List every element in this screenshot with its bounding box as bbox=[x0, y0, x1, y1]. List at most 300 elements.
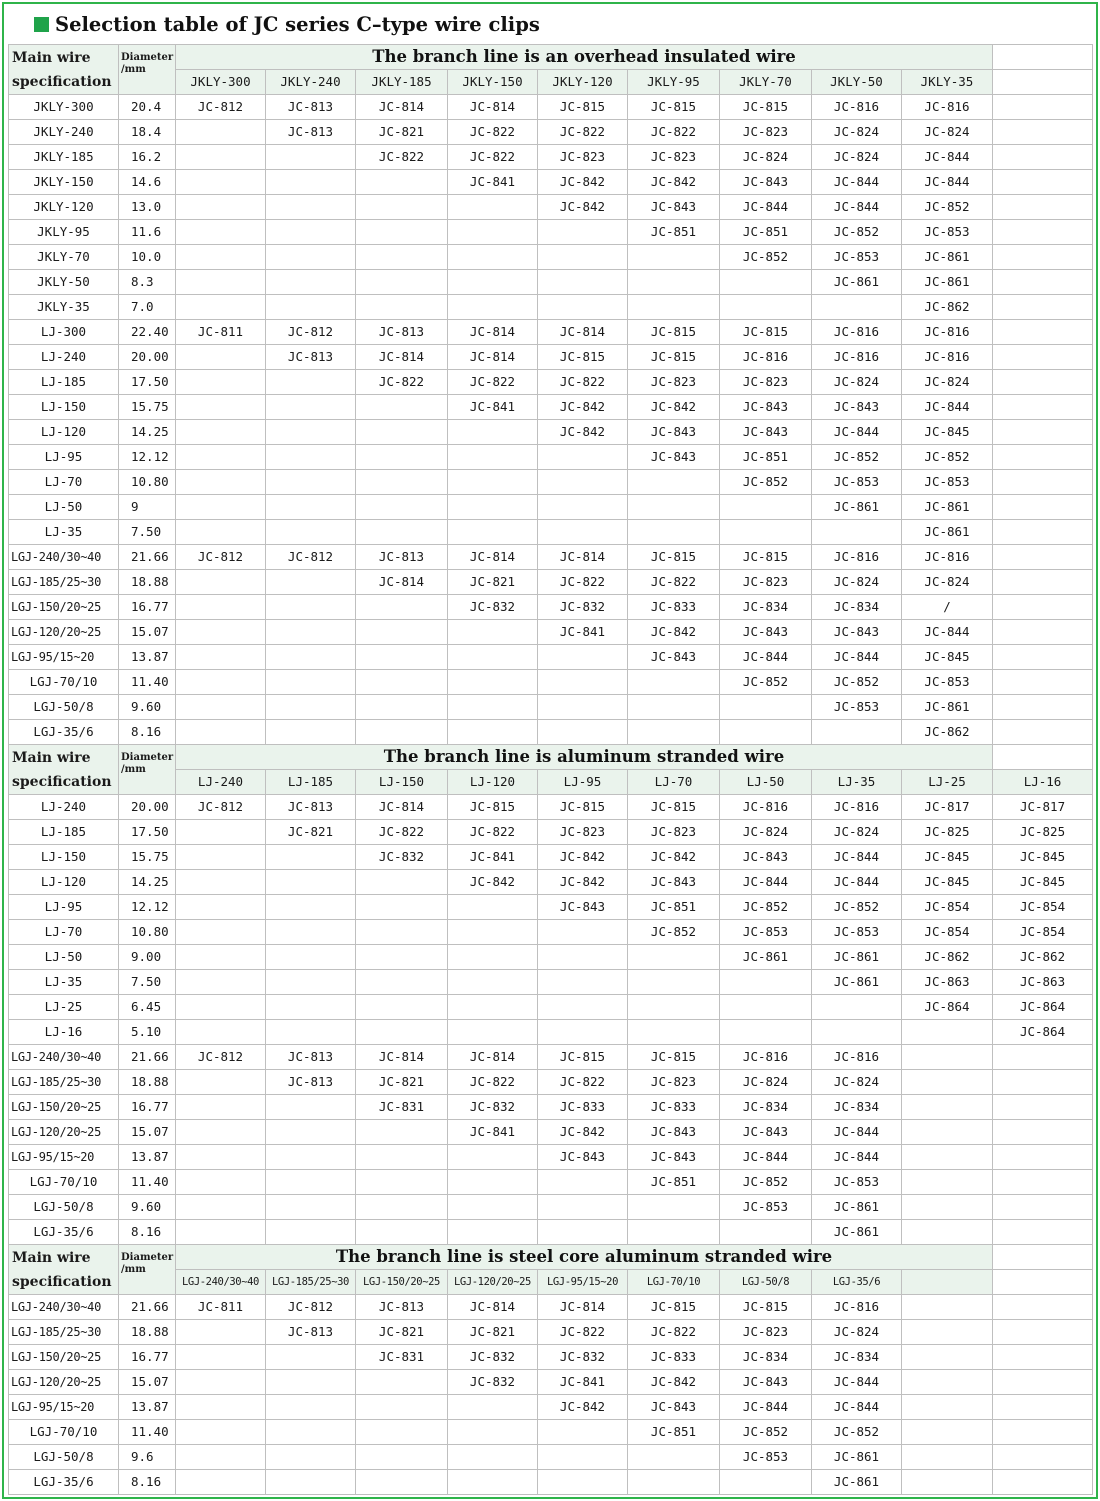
clip-model-cell: JC-824 bbox=[902, 370, 993, 395]
clip-model-cell bbox=[356, 245, 448, 270]
clip-model-cell bbox=[176, 620, 266, 645]
clip-model-cell: JC-811 bbox=[176, 320, 266, 345]
row-diameter: 13.87 bbox=[119, 1395, 176, 1420]
clip-model-cell: JC-854 bbox=[993, 895, 1093, 920]
clip-model-cell bbox=[993, 220, 1093, 245]
clip-model-cell bbox=[993, 720, 1093, 745]
row-spec: LGJ-150/20~25 bbox=[9, 1345, 119, 1370]
row-spec: LJ-240 bbox=[9, 795, 119, 820]
clip-model-cell bbox=[356, 945, 448, 970]
section-title: The branch line is aluminum stranded wire bbox=[176, 745, 993, 770]
clip-model-cell bbox=[538, 470, 628, 495]
clip-model-cell bbox=[993, 645, 1093, 670]
clip-model-cell: JC-844 bbox=[812, 420, 902, 445]
clip-model-cell bbox=[266, 1020, 356, 1045]
clip-model-cell bbox=[448, 1395, 538, 1420]
clip-model-cell: JC-853 bbox=[902, 220, 993, 245]
clip-model-cell: JC-824 bbox=[812, 145, 902, 170]
clip-model-cell bbox=[993, 420, 1093, 445]
clip-model-cell bbox=[176, 720, 266, 745]
clip-model-cell bbox=[720, 1020, 812, 1045]
clip-model-cell bbox=[176, 1095, 266, 1120]
header-filler bbox=[993, 45, 1093, 70]
row-diameter: 8.16 bbox=[119, 720, 176, 745]
column-header: LJ-25 bbox=[902, 770, 993, 795]
clip-model-cell bbox=[902, 1220, 993, 1245]
clip-model-cell: JC-854 bbox=[993, 920, 1093, 945]
clip-model-cell: JC-852 bbox=[720, 245, 812, 270]
clip-model-cell: JC-853 bbox=[902, 470, 993, 495]
clip-model-cell: JC-824 bbox=[812, 1320, 902, 1345]
clip-model-cell bbox=[993, 1070, 1093, 1095]
clip-model-cell bbox=[356, 1170, 448, 1195]
row-spec: LGJ-70/10 bbox=[9, 670, 119, 695]
clip-model-cell: JC-834 bbox=[720, 1345, 812, 1370]
clip-model-cell: JC-834 bbox=[720, 1095, 812, 1120]
row-spec: JKLY-70 bbox=[9, 245, 119, 270]
clip-model-cell: JC-815 bbox=[538, 1045, 628, 1070]
clip-model-cell: JC-843 bbox=[628, 870, 720, 895]
clip-model-cell bbox=[902, 1320, 993, 1345]
clip-model-cell: JC-814 bbox=[448, 545, 538, 570]
clip-model-cell bbox=[356, 1195, 448, 1220]
clip-model-cell: JC-851 bbox=[628, 895, 720, 920]
section-header-row bbox=[9, 745, 1093, 770]
clip-model-cell: JC-853 bbox=[902, 670, 993, 695]
row-diameter: 18.4 bbox=[119, 120, 176, 145]
column-header bbox=[993, 70, 1093, 95]
clip-model-cell bbox=[266, 995, 356, 1020]
clip-model-cell bbox=[266, 720, 356, 745]
row-spec: JKLY-150 bbox=[9, 170, 119, 195]
row-spec: LGJ-185/25~30 bbox=[9, 570, 119, 595]
clip-model-cell bbox=[356, 1420, 448, 1445]
clip-model-cell: JC-864 bbox=[993, 995, 1093, 1020]
clip-model-cell: JC-842 bbox=[538, 1120, 628, 1145]
table-row bbox=[9, 920, 1093, 945]
clip-model-cell: JC-811 bbox=[176, 1295, 266, 1320]
row-spec: JKLY-95 bbox=[9, 220, 119, 245]
clip-model-cell bbox=[628, 1020, 720, 1045]
column-header: LGJ-185/25~30 bbox=[266, 1270, 356, 1295]
clip-model-cell bbox=[448, 470, 538, 495]
clip-model-cell bbox=[356, 1395, 448, 1420]
clip-model-cell bbox=[902, 1045, 993, 1070]
clip-model-cell: JC-843 bbox=[720, 620, 812, 645]
clip-model-cell: JC-821 bbox=[448, 1320, 538, 1345]
clip-model-cell: JC-815 bbox=[628, 1295, 720, 1320]
clip-model-cell: JC-861 bbox=[902, 520, 993, 545]
clip-model-cell bbox=[812, 995, 902, 1020]
clip-model-cell bbox=[176, 1145, 266, 1170]
clip-model-cell: JC-844 bbox=[720, 645, 812, 670]
clip-model-cell bbox=[720, 495, 812, 520]
clip-model-cell: JC-825 bbox=[902, 820, 993, 845]
clip-model-cell: JC-813 bbox=[266, 1320, 356, 1345]
clip-model-cell: JC-816 bbox=[902, 345, 993, 370]
table-row bbox=[9, 645, 1093, 670]
clip-model-cell: JC-823 bbox=[720, 370, 812, 395]
clip-model-cell bbox=[628, 1445, 720, 1470]
clip-model-cell: JC-852 bbox=[628, 920, 720, 945]
clip-model-cell: JC-824 bbox=[812, 370, 902, 395]
row-diameter: 12.12 bbox=[119, 895, 176, 920]
page-frame bbox=[2, 2, 1098, 1499]
clip-model-cell bbox=[176, 595, 266, 620]
clip-model-cell: JC-845 bbox=[902, 420, 993, 445]
clip-model-cell: JC-843 bbox=[720, 420, 812, 445]
row-diameter: 9 bbox=[119, 495, 176, 520]
row-diameter: 12.12 bbox=[119, 445, 176, 470]
clip-model-cell: JC-862 bbox=[902, 720, 993, 745]
clip-model-cell: JC-843 bbox=[720, 1370, 812, 1395]
clip-model-cell: JC-814 bbox=[356, 570, 448, 595]
row-diameter: 7.0 bbox=[119, 295, 176, 320]
clip-model-cell: JC-862 bbox=[993, 945, 1093, 970]
clip-model-cell: JC-845 bbox=[902, 645, 993, 670]
clip-model-cell: JC-844 bbox=[720, 870, 812, 895]
clip-model-cell: JC-812 bbox=[266, 545, 356, 570]
clip-model-cell bbox=[266, 1120, 356, 1145]
table-row bbox=[9, 470, 1093, 495]
clip-model-cell: JC-814 bbox=[448, 1045, 538, 1070]
table-row bbox=[9, 1095, 1093, 1120]
clip-model-cell: JC-843 bbox=[628, 445, 720, 470]
clip-model-cell bbox=[356, 470, 448, 495]
page-title: Selection table of JC series C–type wire clips bbox=[55, 12, 540, 36]
column-header: LJ-35 bbox=[812, 770, 902, 795]
table-row bbox=[9, 1445, 1093, 1470]
clip-model-cell: JC-813 bbox=[266, 1070, 356, 1095]
clip-model-cell: JC-843 bbox=[628, 1145, 720, 1170]
clip-model-cell: JC-851 bbox=[628, 1170, 720, 1195]
clip-model-cell: JC-822 bbox=[538, 120, 628, 145]
clip-model-cell: JC-833 bbox=[628, 1345, 720, 1370]
table-row bbox=[9, 970, 1093, 995]
row-spec: LGJ-70/10 bbox=[9, 1170, 119, 1195]
clip-model-cell bbox=[356, 920, 448, 945]
clip-model-cell bbox=[993, 395, 1093, 420]
clip-model-cell bbox=[628, 295, 720, 320]
clip-model-cell: JC-815 bbox=[628, 95, 720, 120]
clip-model-cell bbox=[448, 995, 538, 1020]
clip-model-cell bbox=[720, 970, 812, 995]
clip-model-cell bbox=[266, 420, 356, 445]
column-header: JKLY-35 bbox=[902, 70, 993, 95]
clip-model-cell bbox=[266, 295, 356, 320]
clip-model-cell: JC-854 bbox=[902, 920, 993, 945]
clip-model-cell: JC-815 bbox=[538, 345, 628, 370]
clip-model-cell bbox=[538, 1445, 628, 1470]
clip-model-cell bbox=[993, 1095, 1093, 1120]
clip-model-cell bbox=[538, 645, 628, 670]
clip-model-cell: JC-822 bbox=[628, 120, 720, 145]
clip-model-cell: JC-832 bbox=[538, 595, 628, 620]
clip-model-cell: JC-834 bbox=[812, 1345, 902, 1370]
clip-model-cell: JC-824 bbox=[720, 1070, 812, 1095]
table-row bbox=[9, 1295, 1093, 1320]
row-diameter: 16.77 bbox=[119, 1095, 176, 1120]
clip-model-cell: JC-823 bbox=[628, 1070, 720, 1095]
clip-model-cell: JC-843 bbox=[720, 395, 812, 420]
table-row bbox=[9, 995, 1093, 1020]
clip-model-cell: JC-852 bbox=[902, 445, 993, 470]
clip-model-cell: JC-822 bbox=[448, 120, 538, 145]
clip-model-cell: JC-824 bbox=[720, 820, 812, 845]
diameter-unit: /mm bbox=[121, 1264, 146, 1275]
clip-model-cell: JC-844 bbox=[902, 620, 993, 645]
clip-model-cell bbox=[993, 1120, 1093, 1145]
clip-model-cell bbox=[538, 995, 628, 1020]
clip-model-cell bbox=[356, 595, 448, 620]
row-diameter: 16.77 bbox=[119, 1345, 176, 1370]
clip-model-cell: JC-843 bbox=[628, 420, 720, 445]
clip-model-cell: JC-832 bbox=[448, 1095, 538, 1120]
clip-model-cell: JC-844 bbox=[720, 1395, 812, 1420]
clip-model-cell: JC-842 bbox=[538, 395, 628, 420]
row-spec: LGJ-35/6 bbox=[9, 1470, 119, 1495]
clip-model-cell bbox=[266, 395, 356, 420]
clip-model-cell: JC-815 bbox=[720, 545, 812, 570]
row-spec: LJ-35 bbox=[9, 970, 119, 995]
clip-model-cell: JC-815 bbox=[538, 95, 628, 120]
main-wire-header bbox=[9, 1245, 119, 1295]
clip-model-cell: JC-852 bbox=[720, 1170, 812, 1195]
clip-model-cell bbox=[448, 195, 538, 220]
clip-model-cell: JC-812 bbox=[176, 1045, 266, 1070]
clip-model-cell bbox=[176, 920, 266, 945]
clip-model-cell bbox=[538, 1020, 628, 1045]
clip-model-cell: JC-851 bbox=[720, 445, 812, 470]
row-diameter: 18.88 bbox=[119, 1070, 176, 1095]
clip-model-cell: JC-821 bbox=[266, 820, 356, 845]
main-wire-label: Main wire bbox=[12, 49, 91, 66]
clip-model-cell: JC-844 bbox=[720, 1145, 812, 1170]
clip-model-cell: JC-841 bbox=[538, 620, 628, 645]
column-header: LGJ-95/15~20 bbox=[538, 1270, 628, 1295]
clip-model-cell bbox=[993, 145, 1093, 170]
clip-model-cell: JC-834 bbox=[812, 1095, 902, 1120]
clip-model-cell bbox=[902, 1070, 993, 1095]
clip-model-cell: JC-814 bbox=[448, 320, 538, 345]
clip-model-cell bbox=[993, 520, 1093, 545]
row-diameter: 14.25 bbox=[119, 420, 176, 445]
clip-model-cell: JC-813 bbox=[266, 795, 356, 820]
row-spec: LGJ-35/6 bbox=[9, 720, 119, 745]
clip-model-cell bbox=[448, 1145, 538, 1170]
diameter-header bbox=[119, 1245, 176, 1295]
row-spec: LGJ-50/8 bbox=[9, 1195, 119, 1220]
header-filler bbox=[993, 745, 1093, 770]
clip-model-cell: JC-824 bbox=[720, 145, 812, 170]
clip-model-cell: JC-845 bbox=[993, 870, 1093, 895]
table-row bbox=[9, 395, 1093, 420]
main-wire-header bbox=[9, 745, 119, 795]
clip-model-cell: JC-851 bbox=[628, 220, 720, 245]
row-spec: LJ-16 bbox=[9, 1020, 119, 1045]
clip-model-cell: JC-844 bbox=[812, 170, 902, 195]
clip-model-cell bbox=[993, 670, 1093, 695]
clip-model-cell bbox=[448, 945, 538, 970]
clip-model-cell: JC-844 bbox=[812, 1370, 902, 1395]
clip-model-cell bbox=[266, 695, 356, 720]
clip-model-cell: JC-814 bbox=[538, 320, 628, 345]
row-spec: LGJ-150/20~25 bbox=[9, 595, 119, 620]
clip-model-cell: JC-816 bbox=[812, 1295, 902, 1320]
clip-model-cell: JC-843 bbox=[812, 620, 902, 645]
selection-table bbox=[8, 44, 1093, 1495]
clip-model-cell bbox=[266, 195, 356, 220]
clip-model-cell bbox=[448, 220, 538, 245]
clip-model-cell bbox=[266, 520, 356, 545]
clip-model-cell bbox=[993, 1445, 1093, 1470]
table-row bbox=[9, 145, 1093, 170]
clip-model-cell: JC-833 bbox=[628, 1095, 720, 1120]
row-spec: LJ-70 bbox=[9, 470, 119, 495]
clip-model-cell bbox=[448, 420, 538, 445]
clip-model-cell bbox=[356, 420, 448, 445]
clip-model-cell: JC-861 bbox=[902, 270, 993, 295]
table-row bbox=[9, 1145, 1093, 1170]
clip-model-cell bbox=[720, 520, 812, 545]
clip-model-cell bbox=[628, 670, 720, 695]
column-header: LJ-16 bbox=[993, 770, 1093, 795]
clip-model-cell bbox=[993, 345, 1093, 370]
clip-model-cell bbox=[176, 995, 266, 1020]
clip-model-cell bbox=[356, 1445, 448, 1470]
diameter-label: Diameter bbox=[121, 752, 174, 763]
clip-model-cell bbox=[902, 1445, 993, 1470]
clip-model-cell bbox=[720, 720, 812, 745]
clip-model-cell bbox=[176, 670, 266, 695]
clip-model-cell bbox=[902, 1020, 993, 1045]
clip-model-cell bbox=[448, 720, 538, 745]
table-row bbox=[9, 820, 1093, 845]
clip-model-cell bbox=[176, 570, 266, 595]
clip-model-cell bbox=[176, 1020, 266, 1045]
row-diameter: 11.40 bbox=[119, 670, 176, 695]
clip-model-cell bbox=[448, 1020, 538, 1045]
row-spec: LGJ-120/20~25 bbox=[9, 1370, 119, 1395]
row-diameter: 16.2 bbox=[119, 145, 176, 170]
clip-model-cell bbox=[176, 945, 266, 970]
row-diameter: 7.50 bbox=[119, 520, 176, 545]
column-header: LJ-95 bbox=[538, 770, 628, 795]
clip-model-cell bbox=[176, 695, 266, 720]
table-row bbox=[9, 445, 1093, 470]
table-row bbox=[9, 520, 1093, 545]
row-diameter: 14.6 bbox=[119, 170, 176, 195]
clip-model-cell bbox=[538, 245, 628, 270]
clip-model-cell: JC-812 bbox=[266, 1295, 356, 1320]
clip-model-cell: JC-844 bbox=[812, 845, 902, 870]
clip-model-cell bbox=[902, 1295, 993, 1320]
title-bar bbox=[4, 4, 1096, 44]
clip-model-cell bbox=[993, 470, 1093, 495]
clip-model-cell: JC-832 bbox=[448, 1370, 538, 1395]
clip-model-cell bbox=[448, 1420, 538, 1445]
clip-model-cell: JC-814 bbox=[448, 345, 538, 370]
row-diameter: 9.60 bbox=[119, 1195, 176, 1220]
clip-model-cell bbox=[993, 270, 1093, 295]
row-diameter: 15.07 bbox=[119, 1370, 176, 1395]
row-spec: LJ-185 bbox=[9, 370, 119, 395]
clip-model-cell: JC-861 bbox=[902, 495, 993, 520]
clip-model-cell bbox=[448, 495, 538, 520]
row-spec: JKLY-300 bbox=[9, 95, 119, 120]
clip-model-cell: JC-822 bbox=[448, 1070, 538, 1095]
clip-model-cell: JC-815 bbox=[628, 795, 720, 820]
table-row bbox=[9, 170, 1093, 195]
clip-model-cell: JC-831 bbox=[356, 1095, 448, 1120]
clip-model-cell bbox=[993, 620, 1093, 645]
clip-model-cell: JC-842 bbox=[628, 845, 720, 870]
column-header: LJ-120 bbox=[448, 770, 538, 795]
table-row bbox=[9, 870, 1093, 895]
row-diameter: 16.77 bbox=[119, 595, 176, 620]
clip-model-cell bbox=[448, 695, 538, 720]
clip-model-cell bbox=[448, 245, 538, 270]
clip-model-cell bbox=[356, 645, 448, 670]
clip-model-cell bbox=[356, 670, 448, 695]
row-spec: LGJ-50/8 bbox=[9, 1445, 119, 1470]
clip-model-cell bbox=[902, 1420, 993, 1445]
row-spec: LJ-150 bbox=[9, 845, 119, 870]
clip-model-cell bbox=[176, 1370, 266, 1395]
clip-model-cell bbox=[993, 245, 1093, 270]
row-diameter: 13.87 bbox=[119, 645, 176, 670]
clip-model-cell bbox=[448, 670, 538, 695]
clip-model-cell bbox=[356, 395, 448, 420]
row-diameter: 11.6 bbox=[119, 220, 176, 245]
clip-model-cell: JC-822 bbox=[448, 820, 538, 845]
clip-model-cell: JC-852 bbox=[720, 895, 812, 920]
clip-model-cell bbox=[176, 645, 266, 670]
clip-model-cell: JC-843 bbox=[628, 1395, 720, 1420]
clip-model-cell: JC-823 bbox=[720, 1320, 812, 1345]
clip-model-cell bbox=[266, 595, 356, 620]
clip-model-cell: JC-834 bbox=[812, 595, 902, 620]
row-diameter: 22.40 bbox=[119, 320, 176, 345]
clip-model-cell: JC-851 bbox=[628, 1420, 720, 1445]
row-spec: LGJ-95/15~20 bbox=[9, 645, 119, 670]
table-row bbox=[9, 1195, 1093, 1220]
clip-model-cell bbox=[176, 970, 266, 995]
row-diameter: 9.00 bbox=[119, 945, 176, 970]
clip-model-cell bbox=[628, 970, 720, 995]
table-row bbox=[9, 1345, 1093, 1370]
clip-model-cell bbox=[993, 1345, 1093, 1370]
clip-model-cell bbox=[266, 570, 356, 595]
clip-model-cell: JC-821 bbox=[448, 570, 538, 595]
clip-model-cell: JC-845 bbox=[993, 845, 1093, 870]
clip-model-cell: JC-841 bbox=[448, 170, 538, 195]
column-header: JKLY-240 bbox=[266, 70, 356, 95]
clip-model-cell: JC-844 bbox=[812, 870, 902, 895]
clip-model-cell bbox=[448, 520, 538, 545]
clip-model-cell: JC-842 bbox=[538, 420, 628, 445]
clip-model-cell: JC-824 bbox=[902, 570, 993, 595]
clip-model-cell: JC-843 bbox=[628, 195, 720, 220]
clip-model-cell bbox=[176, 345, 266, 370]
column-header: JKLY-50 bbox=[812, 70, 902, 95]
column-header: JKLY-300 bbox=[176, 70, 266, 95]
clip-model-cell bbox=[266, 145, 356, 170]
column-header: JKLY-120 bbox=[538, 70, 628, 95]
row-diameter: 21.66 bbox=[119, 1295, 176, 1320]
clip-model-cell bbox=[628, 1195, 720, 1220]
clip-model-cell bbox=[538, 720, 628, 745]
